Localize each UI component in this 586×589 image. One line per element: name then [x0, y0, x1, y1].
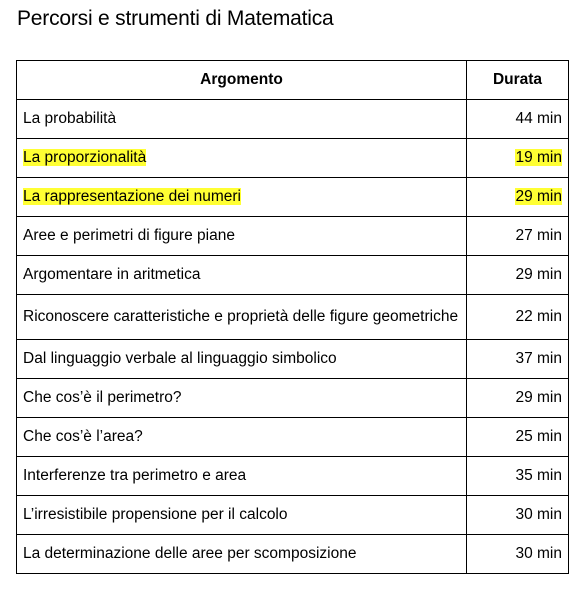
duration-cell: 35 min — [515, 467, 562, 484]
table-header-row — [17, 61, 569, 100]
table-row — [17, 457, 569, 496]
duration-cell: 30 min — [515, 506, 562, 523]
table-row — [17, 178, 569, 217]
duration-cell: 37 min — [515, 350, 562, 367]
topic-cell: Argomentare in aritmetica — [23, 266, 201, 283]
table-row — [17, 256, 569, 295]
column-header-topic: Argomento — [17, 61, 467, 100]
table-row — [17, 100, 569, 139]
topic-cell: La rappresentazione dei numeri — [23, 188, 241, 205]
duration-cell: 22 min — [515, 308, 562, 325]
table-row — [17, 139, 569, 178]
topic-cell: Che cos’è il perimetro? — [23, 389, 182, 406]
document-title: Percorsi e strumenti di Matematica — [17, 7, 334, 30]
course-table — [16, 60, 569, 574]
table-row — [17, 496, 569, 535]
duration-cell: 25 min — [515, 428, 562, 445]
topic-cell: La proporzionalità — [23, 149, 147, 166]
table-row — [17, 379, 569, 418]
topic-cell: La determinazione delle aree per scomposizione — [23, 545, 357, 562]
duration-cell: 19 min — [515, 149, 562, 166]
table-row — [17, 340, 569, 379]
topic-cell: L’irresistibile propensione per il calcolo — [23, 506, 288, 523]
topic-cell: Aree e perimetri di figure piane — [23, 227, 235, 244]
duration-cell: 29 min — [515, 188, 562, 205]
table-row — [17, 217, 569, 256]
topic-cell: Interferenze tra perimetro e area — [23, 467, 247, 484]
duration-cell: 29 min — [515, 266, 562, 283]
column-header-duration: Durata — [467, 61, 569, 100]
duration-cell: 30 min — [515, 545, 562, 562]
topic-cell: Dal linguaggio verbale al linguaggio simbolico — [23, 350, 337, 367]
table-body — [17, 100, 569, 574]
table-row — [17, 535, 569, 574]
topic-cell: La probabilità — [23, 110, 117, 127]
topic-cell: Che cos’è l’area? — [23, 428, 143, 445]
duration-cell: 27 min — [515, 227, 562, 244]
table-row — [17, 295, 569, 340]
duration-cell: 44 min — [515, 110, 562, 127]
topic-cell: Riconoscere caratteristiche e proprietà delle figure geometriche — [23, 308, 459, 325]
duration-cell: 29 min — [515, 389, 562, 406]
table-row — [17, 418, 569, 457]
